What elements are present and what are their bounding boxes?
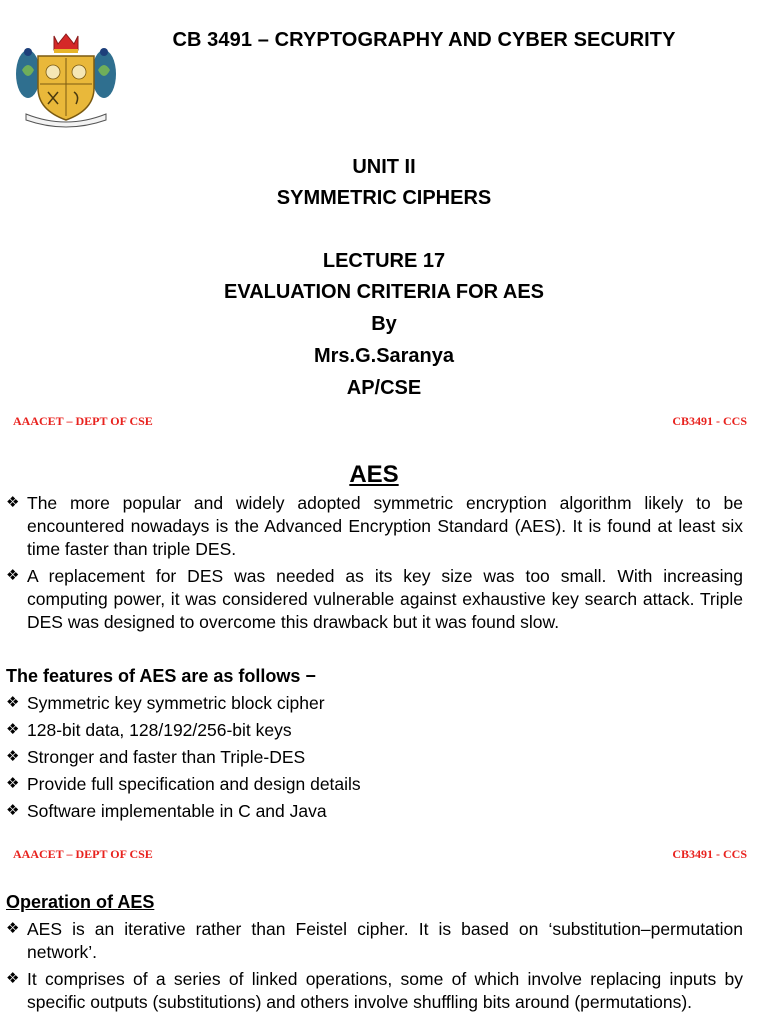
diamond-bullet-icon: ❖	[6, 567, 20, 584]
list-item	[6, 968, 743, 1014]
list-item-text: The more popular and widely adopted symmetric encryption algorithm likely to be encountered nowadays is the Advanced Encryption Standard (AES). It is found at least six time faster than triple DES.	[27, 493, 743, 559]
diamond-bullet-icon: ❖	[6, 721, 20, 738]
unit-name: SYMMETRIC CIPHERS	[276, 187, 492, 209]
page-footer	[13, 414, 747, 430]
list-item-text: A replacement for DES was needed as its key size was too small. With increasing computing power, it was considered vulnerable against exhaustive key search attack. Triple DES was designed to overcome this drawback but it was found slow.	[27, 566, 743, 632]
list-item	[6, 773, 743, 796]
operation-heading: Operation of AES	[6, 892, 155, 912]
list-item-text: Symmetric key symmetric block cipher	[27, 693, 325, 713]
operation-list	[6, 918, 743, 1014]
author-name: Mrs.G.Saranya	[313, 345, 455, 367]
diamond-bullet-icon: ❖	[6, 970, 20, 987]
author-designation: AP/CSE	[346, 377, 422, 399]
list-item	[6, 692, 743, 715]
footer-dept: AAACET – DEPT OF CSE	[13, 847, 153, 861]
list-item	[6, 800, 743, 823]
list-item-text: Provide full specification and design details	[27, 774, 361, 794]
by-label: By	[371, 313, 397, 335]
footer-dept: AAACET – DEPT OF CSE	[13, 414, 153, 428]
unit-number: UNIT II	[352, 156, 416, 178]
diamond-bullet-icon: ❖	[6, 694, 20, 711]
list-item-text: 128-bit data, 128/192/256-bit keys	[27, 720, 292, 740]
aes-intro-list	[6, 492, 743, 634]
features-heading: The features of AES are as follows −	[6, 666, 316, 686]
footer-course-code: CB3491 - CCS	[672, 847, 747, 861]
lecture-number: LECTURE 17	[322, 250, 446, 272]
lecture-title: EVALUATION CRITERIA FOR AES	[224, 281, 544, 303]
diamond-bullet-icon: ❖	[6, 775, 20, 792]
diamond-bullet-icon: ❖	[6, 920, 20, 937]
diamond-bullet-icon: ❖	[6, 748, 20, 765]
aes-features-list	[6, 692, 743, 823]
list-item-text: Stronger and faster than Triple-DES	[27, 747, 306, 767]
course-title: CB 3491 – CRYPTOGRAPHY AND CYBER SECURITY	[172, 29, 676, 51]
diamond-bullet-icon: ❖	[6, 802, 20, 819]
page-footer	[13, 847, 747, 863]
list-item	[6, 746, 743, 769]
college-crest-logo	[14, 30, 118, 128]
list-item	[6, 918, 743, 964]
list-item-text: Software implementable in C and Java	[27, 801, 327, 821]
footer-course-code: CB3491 - CCS	[672, 414, 747, 428]
list-item	[6, 565, 743, 634]
list-item-text: AES is an iterative rather than Feistel cipher. It is based on ‘substitution–permutation network’.	[27, 919, 743, 962]
list-item	[6, 719, 743, 742]
aes-heading: AES	[349, 461, 399, 488]
list-item-text: It comprises of a series of linked operations, some of which involve replacing inputs by specific outputs (substitutions) and others involve shuffling bits around (permutations).	[27, 969, 743, 1012]
diamond-bullet-icon: ❖	[6, 494, 20, 511]
list-item	[6, 492, 743, 561]
